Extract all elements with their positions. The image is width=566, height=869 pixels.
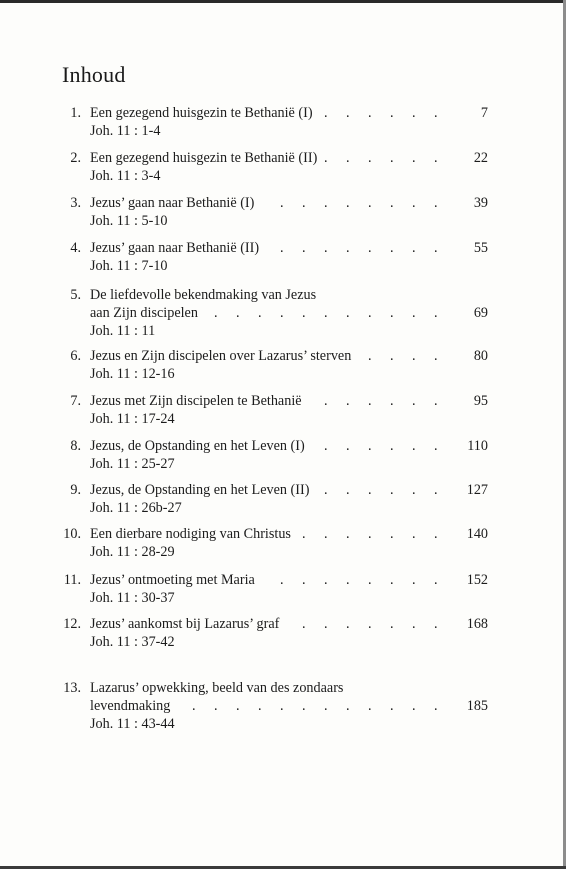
toc-entry-page-number: 127 [466,482,488,498]
leader-dot: . [214,305,218,321]
leader-dot: . [412,240,416,256]
toc-entry-scripture-reference: Joh. 11 : 5-10 [90,213,168,229]
leader-dot: . [346,698,350,714]
leader-dot: . [302,616,306,632]
toc-entry-page-number: 55 [473,240,488,256]
leader-dot: . [346,150,350,166]
leader-dot: . [434,698,438,714]
toc-entry-page-number: 95 [473,393,488,409]
leader-dot: . [412,105,416,121]
leader-dot: . [434,526,438,542]
toc-entry-page-number: 152 [466,572,488,588]
leader-dot: . [346,526,350,542]
leader-dot: . [324,105,328,121]
leader-dot: . [390,150,394,166]
leader-dot: . [412,572,416,588]
leader-dot: . [390,482,394,498]
toc-entry-number: 8. [70,438,81,454]
leader-dot: . [412,150,416,166]
toc-entry-number: 11. [63,572,81,588]
leader-dot: . [258,698,262,714]
toc-entry-page-number: 7 [480,105,488,121]
leader-dot: . [346,438,350,454]
leader-dot: . [302,698,306,714]
toc-entry-number: 1. [70,105,81,121]
toc-entry-scripture-reference: Joh. 11 : 28-29 [90,544,175,560]
leader-dot: . [324,482,328,498]
leader-dot: . [280,698,284,714]
toc-entry-title: Jezus en Zijn discipelen over Lazarus’ sterven [90,348,352,364]
toc-entry-scripture-reference: Joh. 11 : 7-10 [90,258,168,274]
leader-dot: . [346,105,350,121]
toc-entry-title: Jezus, de Opstanding en het Leven (II) [90,482,310,498]
leader-dot: . [324,393,328,409]
leader-dot: . [390,305,394,321]
toc-entry-page-number: 69 [473,305,488,321]
toc-entry-number: 5. [70,287,81,303]
toc-entry-number: 4. [70,240,81,256]
leader-dot: . [368,616,372,632]
leader-dot: . [346,393,350,409]
leader-dot: . [390,240,394,256]
leader-dot: . [434,240,438,256]
toc-entry-title: Jezus’ gaan naar Bethanië (I) [90,195,255,211]
leader-dot: . [390,526,394,542]
toc-entry-page-number: 168 [466,616,488,632]
leader-dot: . [346,195,350,211]
toc-entry-title: Jezus’ gaan naar Bethanië (II) [90,240,260,256]
leader-dot: . [280,240,284,256]
toc-entry-page-number: 185 [466,698,488,714]
leader-dot: . [324,305,328,321]
page-top-edge [0,0,566,3]
leader-dot: . [434,305,438,321]
leader-dot: . [346,572,350,588]
leader-dot: . [368,105,372,121]
toc-entry-title: Lazarus’ opwekking, beeld van des zondaars [90,680,344,696]
leader-dot: . [434,616,438,632]
leader-dot: . [368,572,372,588]
leader-dot: . [368,482,372,498]
leader-dot: . [368,526,372,542]
leader-dot: . [434,438,438,454]
toc-entry-number: 13. [63,680,81,696]
leader-dot: . [368,150,372,166]
toc-entry-scripture-reference: Joh. 11 : 30-37 [90,590,175,606]
leader-dot: . [214,698,218,714]
toc-entry-title: Jezus’ ontmoeting met Maria [90,572,255,588]
toc-entry-scripture-reference: Joh. 11 : 17-24 [90,411,175,427]
leader-dot: . [346,305,350,321]
toc-entry-scripture-reference: Joh. 11 : 1-4 [90,123,161,139]
leader-dot: . [324,438,328,454]
toc-entry-number: 6. [70,348,81,364]
leader-dot: . [412,616,416,632]
leader-dot: . [346,482,350,498]
leader-dot: . [280,305,284,321]
leader-dot: . [390,105,394,121]
leader-dot: . [324,150,328,166]
leader-dot: . [390,393,394,409]
toc-entry-number: 10. [63,526,81,542]
toc-entry-number: 2. [70,150,81,166]
leader-dot: . [302,526,306,542]
leader-dot: . [390,195,394,211]
leader-dot: . [434,150,438,166]
toc-entry-page-number: 22 [473,150,488,166]
leader-dot: . [390,698,394,714]
leader-dot: . [346,616,350,632]
leader-dot: . [390,572,394,588]
toc-entry-scripture-reference: Joh. 11 : 11 [90,323,156,339]
toc-entry-title: Een gezegend huisgezin te Bethanië (I) [90,105,313,121]
toc-entry-number: 7. [70,393,81,409]
toc-entry-scripture-reference: Joh. 11 : 25-27 [90,456,175,472]
toc-entry-scripture-reference: Joh. 11 : 12-16 [90,366,175,382]
toc-entry-number: 12. [63,616,81,632]
leader-dot: . [434,195,438,211]
leader-dot: . [390,438,394,454]
leader-dot: . [390,348,394,364]
leader-dot: . [412,393,416,409]
toc-entry-page-number: 80 [473,348,488,364]
toc-entry-number: 9. [70,482,81,498]
toc-entry-scripture-reference: Joh. 11 : 37-42 [90,634,175,650]
leader-dot: . [368,698,372,714]
leader-dot: . [324,526,328,542]
leader-dot: . [368,348,372,364]
toc-entry-scripture-reference: Joh. 11 : 43-44 [90,716,175,732]
toc-entry-title: Een gezegend huisgezin te Bethanië (II) [90,150,318,166]
leader-dot: . [412,195,416,211]
leader-dot: . [324,572,328,588]
leader-dot: . [236,305,240,321]
leader-dot: . [324,616,328,632]
leader-dot: . [434,348,438,364]
page-title: Inhoud [62,62,126,87]
leader-dot: . [368,195,372,211]
leader-dot: . [258,305,262,321]
leader-dot: . [302,572,306,588]
leader-dot: . [412,482,416,498]
leader-dot: . [412,526,416,542]
leader-dot: . [324,698,328,714]
leader-dot: . [412,348,416,364]
leader-dot: . [434,572,438,588]
toc-entry-page-number: 39 [473,195,488,211]
toc-entry-page-number: 140 [466,526,488,542]
leader-dot: . [434,482,438,498]
leader-dot: . [280,572,284,588]
toc-entry-title-continued: levendmaking [90,698,171,714]
leader-dot: . [412,698,416,714]
toc-entry-scripture-reference: Joh. 11 : 26b-27 [90,500,182,516]
toc-entry-page-number: 110 [467,438,488,454]
leader-dot: . [434,105,438,121]
leader-dot: . [368,305,372,321]
toc-entry-number: 3. [70,195,81,211]
leader-dot: . [390,616,394,632]
toc-entry-title-continued: aan Zijn discipelen [90,305,198,321]
toc-entry-title: Jezus, de Opstanding en het Leven (I) [90,438,305,454]
leader-dot: . [324,240,328,256]
leader-dot: . [346,240,350,256]
toc-entry-title: De liefdevolle bekendmaking van Jezus [90,287,317,303]
toc-entry-title: Een dierbare nodiging van Christus [90,526,291,542]
toc-entry-title: Jezus’ aankomst bij Lazarus’ graf [90,616,280,632]
leader-dot: . [412,305,416,321]
leader-dot: . [192,698,196,714]
leader-dot: . [434,393,438,409]
leader-dot: . [280,195,284,211]
leader-dot: . [302,195,306,211]
toc-entry-scripture-reference: Joh. 11 : 3-4 [90,168,161,184]
leader-dot: . [302,305,306,321]
leader-dot: . [412,438,416,454]
leader-dot: . [368,393,372,409]
leader-dot: . [368,240,372,256]
leader-dot: . [324,195,328,211]
leader-dot: . [368,438,372,454]
leader-dot: . [302,240,306,256]
leader-dot: . [236,698,240,714]
toc-entry-title: Jezus met Zijn discipelen te Bethanië [90,393,302,409]
